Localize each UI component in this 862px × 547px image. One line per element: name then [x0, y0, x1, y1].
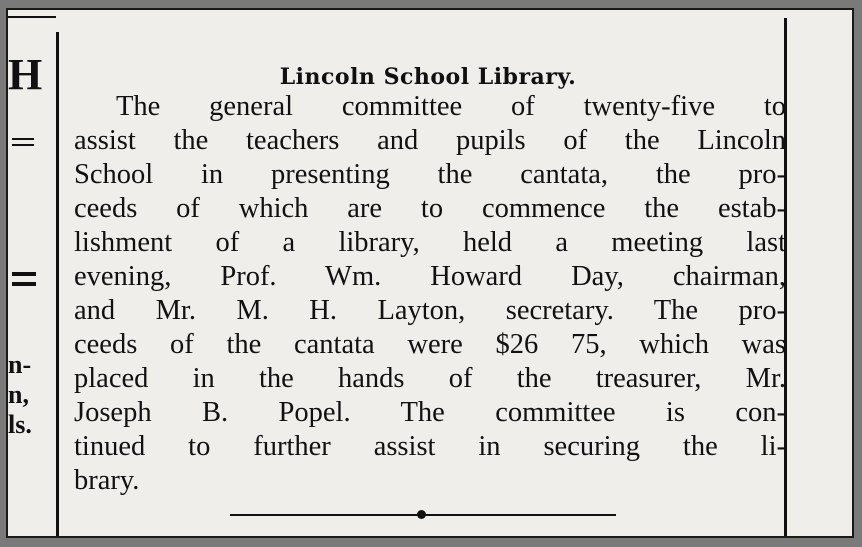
left-fragment-bar-rule [12, 272, 36, 276]
article-line: and Mr. M. H. Layton, secretary. The pro- [74, 295, 786, 326]
article-line: brary. [74, 465, 140, 496]
article-line: Joseph B. Popel. The committee is con- [74, 397, 786, 428]
left-fragment-text-3: ls. [8, 410, 32, 439]
left-fragment-double-rule-2 [12, 144, 34, 146]
article-headline: Lincoln School Library. [279, 64, 577, 90]
article-body [74, 90, 786, 498]
article-line: tinued to further assist in securing the li- [74, 431, 786, 462]
article-line: ceeds of which are to commence the estab- [74, 193, 786, 224]
article-line: assist the teachers and pupils of the Lincoln [74, 125, 786, 156]
article-line: evening, Prof. Wm. Howard Day, chairman, [74, 261, 786, 292]
separator-dot [417, 510, 426, 519]
article-line: The general committee of twenty-five to [116, 91, 786, 122]
newspaper-clipping [6, 8, 854, 538]
left-column-rule [56, 32, 59, 538]
left-fragment-bar-rule-2 [12, 282, 36, 286]
article-line: School in presenting the cantata, the pro- [74, 159, 786, 190]
left-fragment-text-2: n, [8, 380, 29, 409]
left-fragment-text-1: n- [8, 350, 32, 379]
left-fragment-letter: H [8, 50, 43, 99]
article-line: placed in the hands of the treasurer, Mr. [74, 363, 786, 394]
article-line: ceeds of the cantata were $26 75, which was [74, 329, 786, 360]
top-left-rule [8, 16, 56, 18]
article-line: lishment of a library, held a meeting last [74, 227, 786, 258]
left-fragment-double-rule [12, 138, 34, 140]
